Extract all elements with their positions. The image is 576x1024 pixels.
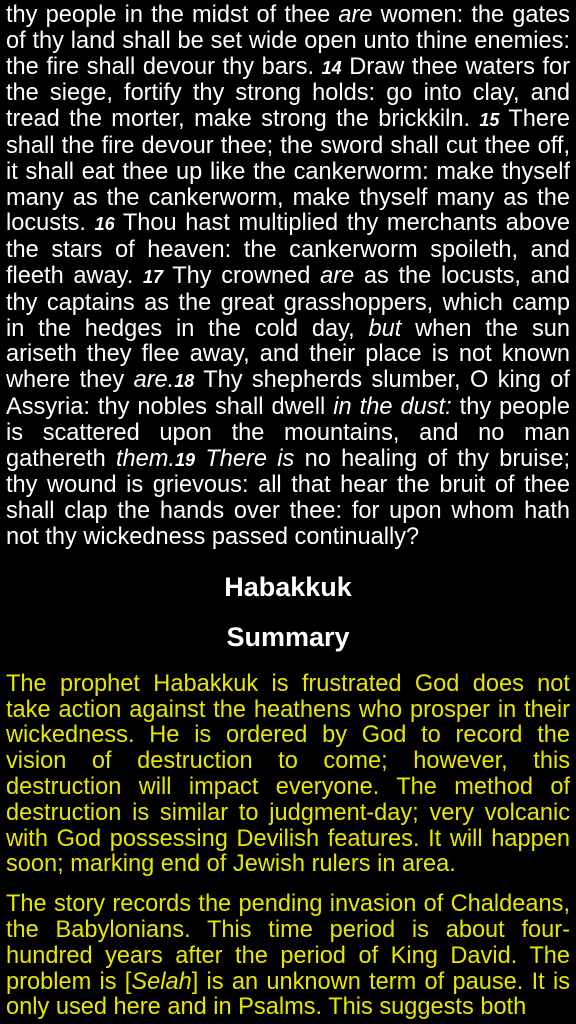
- scripture-passage: [6, 3, 570, 551]
- scripture-text: [195, 446, 205, 472]
- scripture-text: thy people is scattered upon the mountains, and no man gathereth: [6, 393, 570, 472]
- verse-number: 17: [142, 266, 163, 287]
- italic-text: are: [320, 262, 355, 289]
- italic-text: in the dust:: [333, 393, 452, 420]
- scripture-text: Thou hast multiplied thy merchants above the stars of heaven: the cankerworm spoileth, and fleeth away.: [6, 210, 570, 289]
- summary-text: ] is an unknown term of pause. It is only used here and in Psalms. This suggests both: [6, 968, 570, 1021]
- italic-text: them.: [115, 445, 175, 472]
- italic-text: are.: [133, 367, 175, 394]
- summary-text: The story records the pending invasion of Chaldeans, the Babylonians. This time period is about four-hundred years after the period of King David. The problem is [: [6, 891, 570, 995]
- book-title: Habakkuk: [224, 571, 352, 602]
- italic-text: Selah: [131, 968, 192, 995]
- italic-text: but: [368, 315, 402, 342]
- section-title: Summary: [226, 621, 350, 652]
- scripture-text: when the sun ariseth they flee away, and their place is not known where they: [6, 315, 570, 394]
- summary-paragraph-2: [6, 892, 570, 1021]
- scripture-text: There shall the fire devour thee; the sword shall cut thee off, it shall eat thee up like the cankerworm: make thyself many as the cankerworm, make thyself many as the locusts.: [6, 106, 570, 237]
- scripture-text: Thy crowned: [162, 262, 321, 289]
- verse-number: 15: [479, 110, 500, 131]
- italic-text: are: [338, 3, 373, 28]
- verse-number: 16: [94, 214, 115, 235]
- scripture-text: Draw thee waters for the siege, fortify thy strong holds: go into clay, and tread the morter, make strong the brickkiln.: [6, 53, 570, 133]
- verse-number: 18: [174, 371, 195, 392]
- scripture-text: no healing of thy bruise; thy wound is grievous: all that hear the bruit of thee shall clap the hands over thee: for upon whom hath not thy wickedness passed continually?: [6, 445, 570, 550]
- summary-paragraph-1: The prophet Habakkuk is frustrated God does not take action against the heathens who prosper in their wickedness. He is ordered by God to record the vision of destruction to come; however, this destruction will impact everyone. The method of destruction is similar to judgment-day; very volcanic with God possessing Devilish features. It will happen soon; marking end of Jewish rulers in area.: [6, 670, 570, 878]
- scripture-text: as the locusts, and thy captains as the great grasshoppers, which camp in the hedges in the cold day,: [6, 262, 570, 342]
- reader-view[interactable]: [6, 3, 570, 1024]
- scripture-text: Thy shepherds slumber, O king of Assyria: thy nobles shall dwell: [6, 367, 570, 420]
- scripture-text: thy people in the midst of thee: [6, 3, 339, 28]
- verse-number: 19: [175, 449, 196, 470]
- scripture-text: women: the gates of thy land shall be set wide open unto thine enemies: the fire shall devour thy bars.: [6, 3, 570, 80]
- verse-number: 14: [321, 57, 342, 78]
- italic-text: There is: [205, 445, 295, 472]
